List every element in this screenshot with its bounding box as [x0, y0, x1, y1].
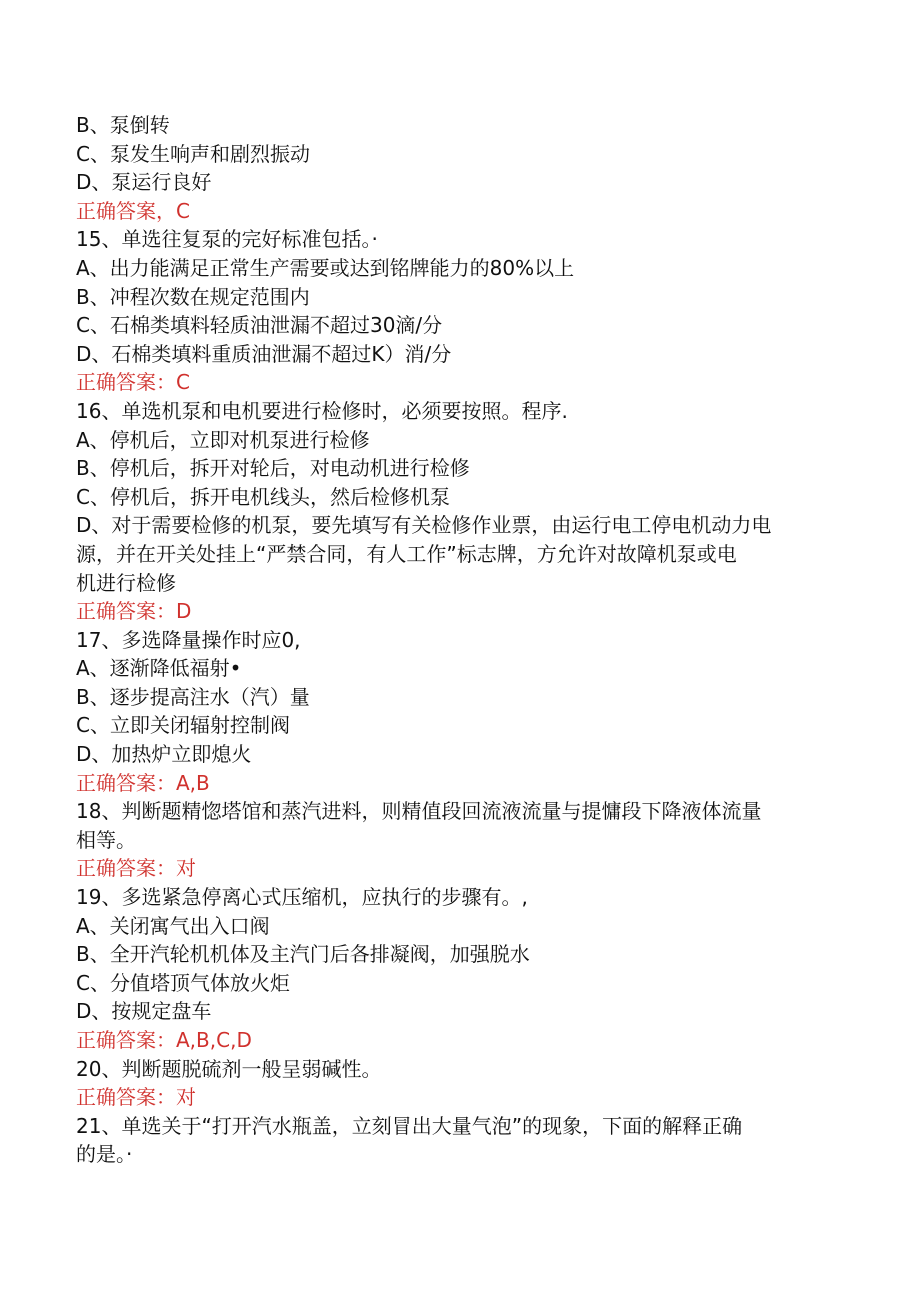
question-line: 18、判断题精惚塔馆和蒸汽进料，则精值段回流液流量与提慵段下降液体流量 [76, 799, 762, 824]
option-line: A、关闭寓气出入口阀 [76, 913, 270, 938]
answer-line: 正确答案：A,B [76, 770, 210, 795]
option-line: B、冲程次数在规定范围内 [76, 284, 310, 309]
option-line: B、逐步提高注水（汽）量 [76, 684, 310, 709]
answer-line: 正确答案，C [76, 198, 190, 223]
option-line: C、石棉类填料轻质油泄漏不超过30滴/分 [76, 313, 443, 338]
question-line: 19、多选紧急停离心式压缩机，应执行的步骤有。, [76, 885, 528, 910]
answer-line: 正确答案：对 [76, 1085, 196, 1110]
option-line: C、停机后，拆开电机线头，然后检修机泵 [76, 484, 450, 509]
option-line: D、泵运行良好 [76, 170, 212, 195]
question-line: 相等。 [76, 827, 136, 852]
question-line: 21、单选关于“打开汽水瓶盖，立刻冒出大量气泡”的现象，下面的解释正确 [76, 1113, 743, 1138]
option-line: D、石棉类填料重质油泄漏不超过K）消/分 [76, 341, 452, 366]
option-line: D、按规定盘车 [76, 999, 212, 1024]
option-line: A、停机后，立即对机泵进行检修 [76, 427, 370, 452]
document-page [76, 111, 836, 1169]
option-line: D、对于需要检修的机泵，要先填写有关检修作业票，由运行电工停电机动力电 [76, 513, 772, 538]
option-line: C、立即关闭辐射控制阀 [76, 713, 290, 738]
option-line: B、停机后，拆开对轮后，对电动机进行检修 [76, 456, 470, 481]
answer-line: 正确答案：对 [76, 856, 196, 881]
question-line: 17、多选降量操作时应0, [76, 627, 301, 652]
answer-line: 正确答案：A,B,C,D [76, 1028, 252, 1052]
question-line: 16、单选机泵和电机要进行检修时，必须要按照。程序. [76, 398, 568, 423]
option-line: D、加热炉立即熄火 [76, 742, 252, 767]
answer-line: 正确答案：C [76, 370, 190, 395]
option-line: 机进行检修 [76, 570, 176, 595]
answer-line: 正确答案：D [76, 599, 192, 624]
option-line: B、全开汽轮机机体及主汽门后各排凝阀，加强脱水 [76, 942, 530, 967]
option-line: 源，并在开关处挂上“严禁合同，有人工作”标志牌，方允许对故障机泵或电 [76, 541, 737, 566]
option-line: A、逐渐降低福射• [76, 656, 242, 681]
option-line: C、分值塔顶气体放火炬 [76, 970, 290, 995]
question-line: 20、判断题脱硫剂一般呈弱碱性。 [76, 1056, 382, 1081]
question-line: 15、单选往复泵的完好标准包括。· [76, 227, 378, 252]
option-line: A、出力能满足正常生产需要或达到铭牌能力的80%以上 [76, 255, 575, 280]
option-line: B、泵倒转 [76, 113, 170, 137]
option-line: C、泵发生响声和剧烈振动 [76, 141, 310, 166]
question-line: 的是。· [76, 1142, 133, 1167]
